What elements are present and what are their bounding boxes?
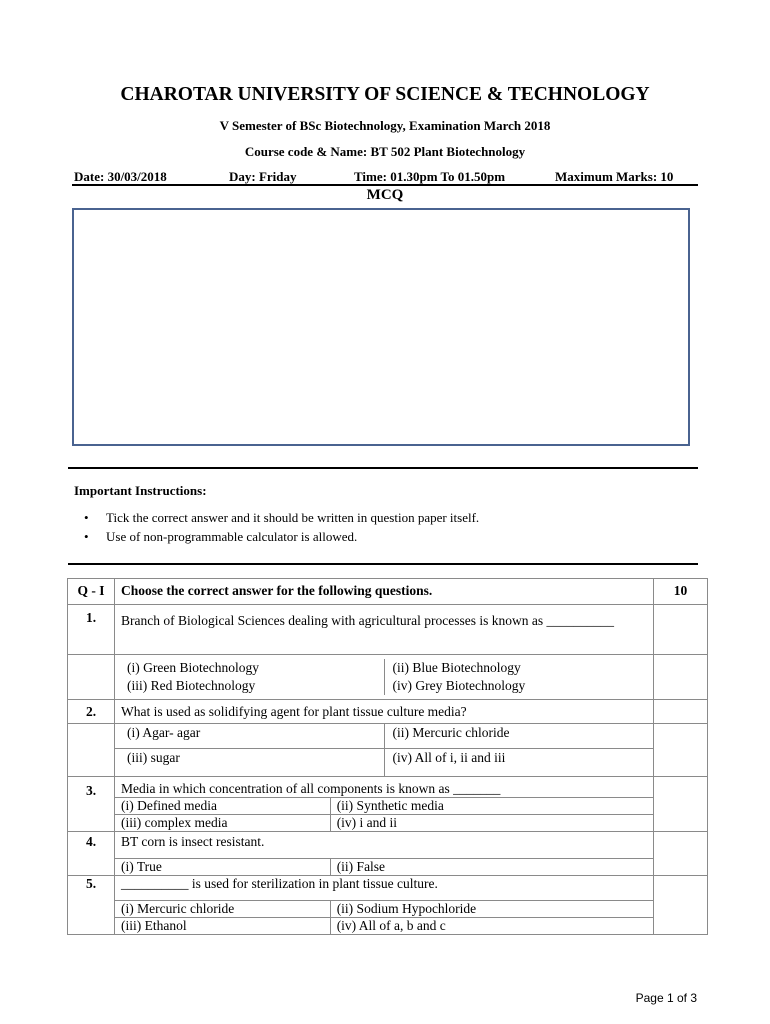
marks-cell — [654, 876, 708, 935]
marks-cell — [654, 605, 708, 655]
section-title: MCQ — [366, 187, 404, 203]
options-grid — [115, 900, 653, 934]
semester-line: V Semester of BSc Biotechnology, Examination March 2018 — [219, 118, 551, 133]
table-row — [68, 777, 708, 832]
option[interactable]: (iv) All of a, b and c — [330, 918, 653, 935]
question-number: 4. — [68, 832, 115, 876]
bullet-icon: • — [84, 510, 89, 525]
options-grid — [115, 724, 653, 776]
question-block — [115, 832, 654, 876]
instruction-item: • Use of non-programmable calculator is allowed. — [84, 529, 358, 544]
option[interactable]: (i) Defined media — [115, 798, 330, 815]
options-grid — [115, 858, 653, 875]
bullet-icon: • — [84, 529, 89, 544]
table-row — [68, 724, 708, 777]
option[interactable]: (i) True — [115, 859, 330, 876]
question-number: 3. — [68, 777, 115, 832]
marks-cell — [654, 777, 708, 832]
option[interactable]: (ii) Mercuric chloride — [384, 724, 653, 748]
header-rule — [72, 184, 698, 186]
table-row — [68, 655, 708, 700]
question-label: Q - I — [68, 579, 115, 605]
question-text: BT corn is insect resistant. — [121, 834, 265, 849]
instruction-item: • Tick the correct answer and it should be written in question paper itself. — [84, 510, 480, 525]
total-marks: 10 — [654, 579, 708, 605]
option[interactable]: (iii) Red Biotechnology — [127, 678, 256, 693]
option[interactable]: (iv) All of i, ii and iii — [384, 748, 653, 776]
option[interactable]: (iv) i and ii — [330, 815, 653, 832]
table-row — [68, 876, 708, 935]
instructions-top-rule — [68, 467, 698, 469]
options-grid — [115, 659, 653, 695]
question-text: What is used as solidifying agent for plant tissue culture media? — [115, 700, 654, 724]
marks-cell — [654, 724, 708, 777]
marks-cell — [654, 700, 708, 724]
exam-date: Date: 30/03/2018 — [74, 169, 167, 184]
question-number: 2. — [68, 700, 115, 724]
option[interactable]: (ii) False — [330, 859, 653, 876]
table-row — [68, 605, 708, 655]
option[interactable]: (i) Green Biotechnology — [127, 660, 259, 675]
instructions-list — [84, 510, 479, 548]
option[interactable]: (iii) Ethanol — [115, 918, 330, 935]
question-block — [115, 777, 654, 832]
question-table — [67, 578, 708, 935]
question-number: 5. — [68, 876, 115, 935]
exam-day: Day: Friday — [229, 169, 297, 184]
instructions-title: Important Instructions: — [74, 483, 207, 498]
question-text: Media in which concentration of all components is known as _______ — [121, 781, 501, 796]
option[interactable]: (i) Agar- agar — [115, 724, 384, 748]
table-header-row — [68, 579, 708, 605]
marks-cell — [654, 655, 708, 700]
options-cell — [115, 655, 654, 700]
page-number: Page 1 of 3 — [635, 991, 697, 1005]
marks-cell — [654, 832, 708, 876]
max-marks: Maximum Marks: 10 — [555, 169, 674, 184]
question-text: Branch of Biological Sciences dealing with agricultural processes is known as __________ — [115, 605, 654, 655]
option[interactable]: (ii) Synthetic media — [330, 798, 653, 815]
option[interactable]: (i) Mercuric chloride — [115, 901, 330, 918]
option[interactable]: (iii) complex media — [115, 815, 330, 832]
table-row — [68, 700, 708, 724]
exam-time: Time: 01.30pm To 01.50pm — [354, 169, 506, 184]
option[interactable]: (iv) Grey Biotechnology — [384, 677, 653, 695]
question-text: __________ is used for sterilization in plant tissue culture. — [121, 876, 438, 891]
answer-box — [72, 208, 690, 446]
table-heading: Choose the correct answer for the following questions. — [115, 579, 654, 605]
university-title: CHAROTAR UNIVERSITY OF SCIENCE & TECHNOLOGY — [120, 84, 650, 105]
table-row — [68, 832, 708, 876]
question-number: 1. — [68, 605, 115, 655]
option[interactable]: (iii) sugar — [115, 748, 384, 776]
instructions-bottom-rule — [68, 563, 698, 565]
option[interactable]: (ii) Blue Biotechnology — [384, 659, 653, 677]
question-number — [68, 655, 115, 700]
options-cell — [115, 724, 654, 777]
option[interactable]: (ii) Sodium Hypochloride — [330, 901, 653, 918]
question-block — [115, 876, 654, 935]
course-line: Course code & Name: BT 502 Plant Biotechnology — [244, 144, 526, 159]
question-number — [68, 724, 115, 777]
options-grid — [115, 797, 653, 831]
